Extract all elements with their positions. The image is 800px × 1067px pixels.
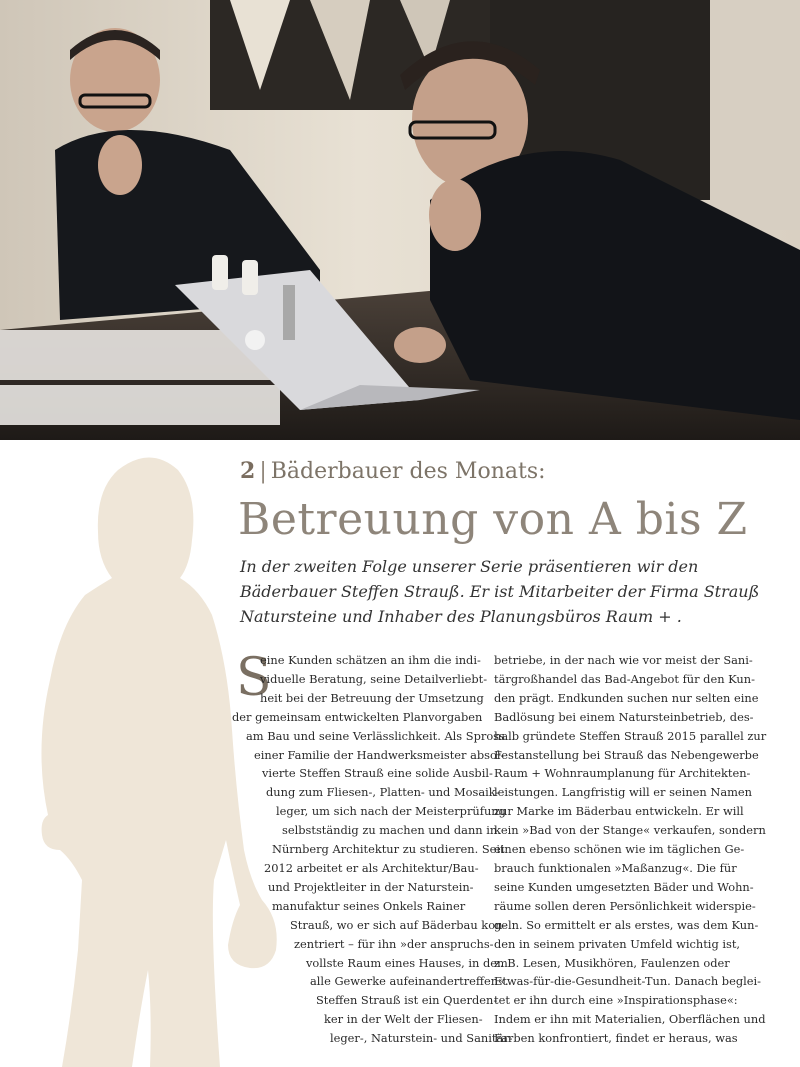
- body-line: heit bei der Betreuung der Umsetzung: [260, 690, 484, 705]
- body-line: einen ebenso schönen wie im täglichen Ge-: [494, 842, 745, 857]
- body-line: manufaktur seines Onkels Rainer: [272, 898, 466, 913]
- body-line: Festanstellung bei Strauß das Nebengewerbe: [494, 747, 759, 762]
- body-line: vierte Steffen Strauß eine solide Ausbil-: [262, 766, 493, 781]
- series-label: Bäderbauer des Monats:: [270, 459, 546, 484]
- body-line: leger, um sich nach der Meisterprüfung: [276, 804, 506, 819]
- photo-two-men-at-laptop-icon: [0, 0, 800, 440]
- lead-line: Natursteine und Inhaber des Planungsbüros Raum + .: [240, 607, 682, 626]
- body-line: geln. So ermittelt er als erstes, was dem Kun-: [494, 917, 759, 932]
- body-line: seine Kunden umgesetzten Bäder und Wohn-: [494, 879, 754, 894]
- body-line: den prägt. Endkunden suchen nur selten eine: [494, 690, 759, 705]
- body-line: 2012 arbeitet er als Architektur/Bau-: [264, 860, 479, 875]
- body-line: viduelle Beratung, seine Detailverliebt-: [260, 671, 488, 686]
- body-line: der gemeinsam entwickelten Planvorgaben: [232, 709, 483, 724]
- body-line: am Bau und seine Verlässlichkeit. Als Spross: [246, 728, 505, 743]
- body-line: kein »Bad von der Stange« verkaufen, sondern: [494, 823, 766, 838]
- body-line: leistungen. Langfristig will er seinen Namen: [494, 785, 753, 800]
- body-line: und Projektleiter in der Naturstein-: [268, 879, 474, 894]
- body-line: räume sollen deren Persönlichkeit widerspie-: [494, 898, 756, 913]
- body-line: brauch funktionalen »Maßanzug«. Die für: [494, 860, 737, 875]
- drop-cap: S: [236, 648, 272, 708]
- body-line: Indem er ihn mit Materialien, Oberflächen und: [494, 1012, 766, 1027]
- body-line: Steffen Strauß ist ein Querden-: [316, 993, 498, 1008]
- body-column-2: [494, 651, 767, 1048]
- series-number: 2: [240, 458, 256, 484]
- body-line: alle Gewerke aufeinandertreffen«.: [310, 974, 509, 989]
- body-line: tärgroßhandel das Bad-Angebot für den Kun-: [494, 671, 755, 686]
- body-line: zentriert – für ihn »der anspruchs-: [294, 936, 494, 951]
- body-line: selbstständig zu machen und dann in: [282, 823, 498, 838]
- body-line: den in seinem privaten Umfeld wichtig ist,: [494, 936, 741, 951]
- body-line: Strauß, wo er sich auf Bäderbau kon-: [290, 917, 507, 932]
- header-photo: [0, 0, 800, 440]
- lead-line: In der zweiten Folge unserer Serie präsentieren wir den: [240, 557, 699, 576]
- body-line: Raum + Wohnraumplanung für Architekten-: [494, 766, 751, 781]
- body-line: einer Familie der Handwerksmeister absol-: [254, 747, 505, 762]
- body-line: vollste Raum eines Hauses, in dem: [306, 955, 508, 970]
- body-line: Etwas-für-die-Gesundheit-Tun. Danach beglei-: [494, 974, 761, 989]
- body-line: Badlösung bei einem Natursteinbetrieb, des-: [494, 709, 754, 724]
- body-line: dung zum Fliesen-, Platten- und Mosaik-: [266, 785, 500, 800]
- separator: |: [259, 459, 267, 484]
- body-line: tet er ihn durch eine »Inspirationsphase«:: [494, 993, 738, 1008]
- article-title: Betreuung von A bis Z: [238, 494, 748, 545]
- body-line: Nürnberg Architektur zu studieren. Seit: [272, 842, 505, 857]
- body-line: leger-, Naturstein- und Sanitär-: [330, 1031, 513, 1046]
- body-line: Farben konfrontiert, findet er heraus, was: [494, 1031, 738, 1046]
- body-column-1: [232, 648, 513, 1048]
- body-line: ker in der Welt der Fliesen-: [324, 1012, 483, 1027]
- lead-line: Bäderbauer Steffen Strauß. Er ist Mitarbeiter der Firma Strauß: [240, 582, 760, 601]
- body-line: halb gründete Steffen Strauß 2015 parallel zur: [494, 728, 767, 743]
- body-line: zur Marke im Bäderbau entwickeln. Er will: [494, 804, 744, 819]
- body-line: betriebe, in der nach wie vor meist der Sani-: [494, 653, 753, 667]
- body-line: eine Kunden schätzen an ihm die indi-: [260, 653, 481, 667]
- series-heading: [240, 458, 780, 484]
- body-line: z. B. Lesen, Musikhören, Faulenzen oder: [494, 955, 730, 970]
- lead-paragraph: [240, 554, 780, 629]
